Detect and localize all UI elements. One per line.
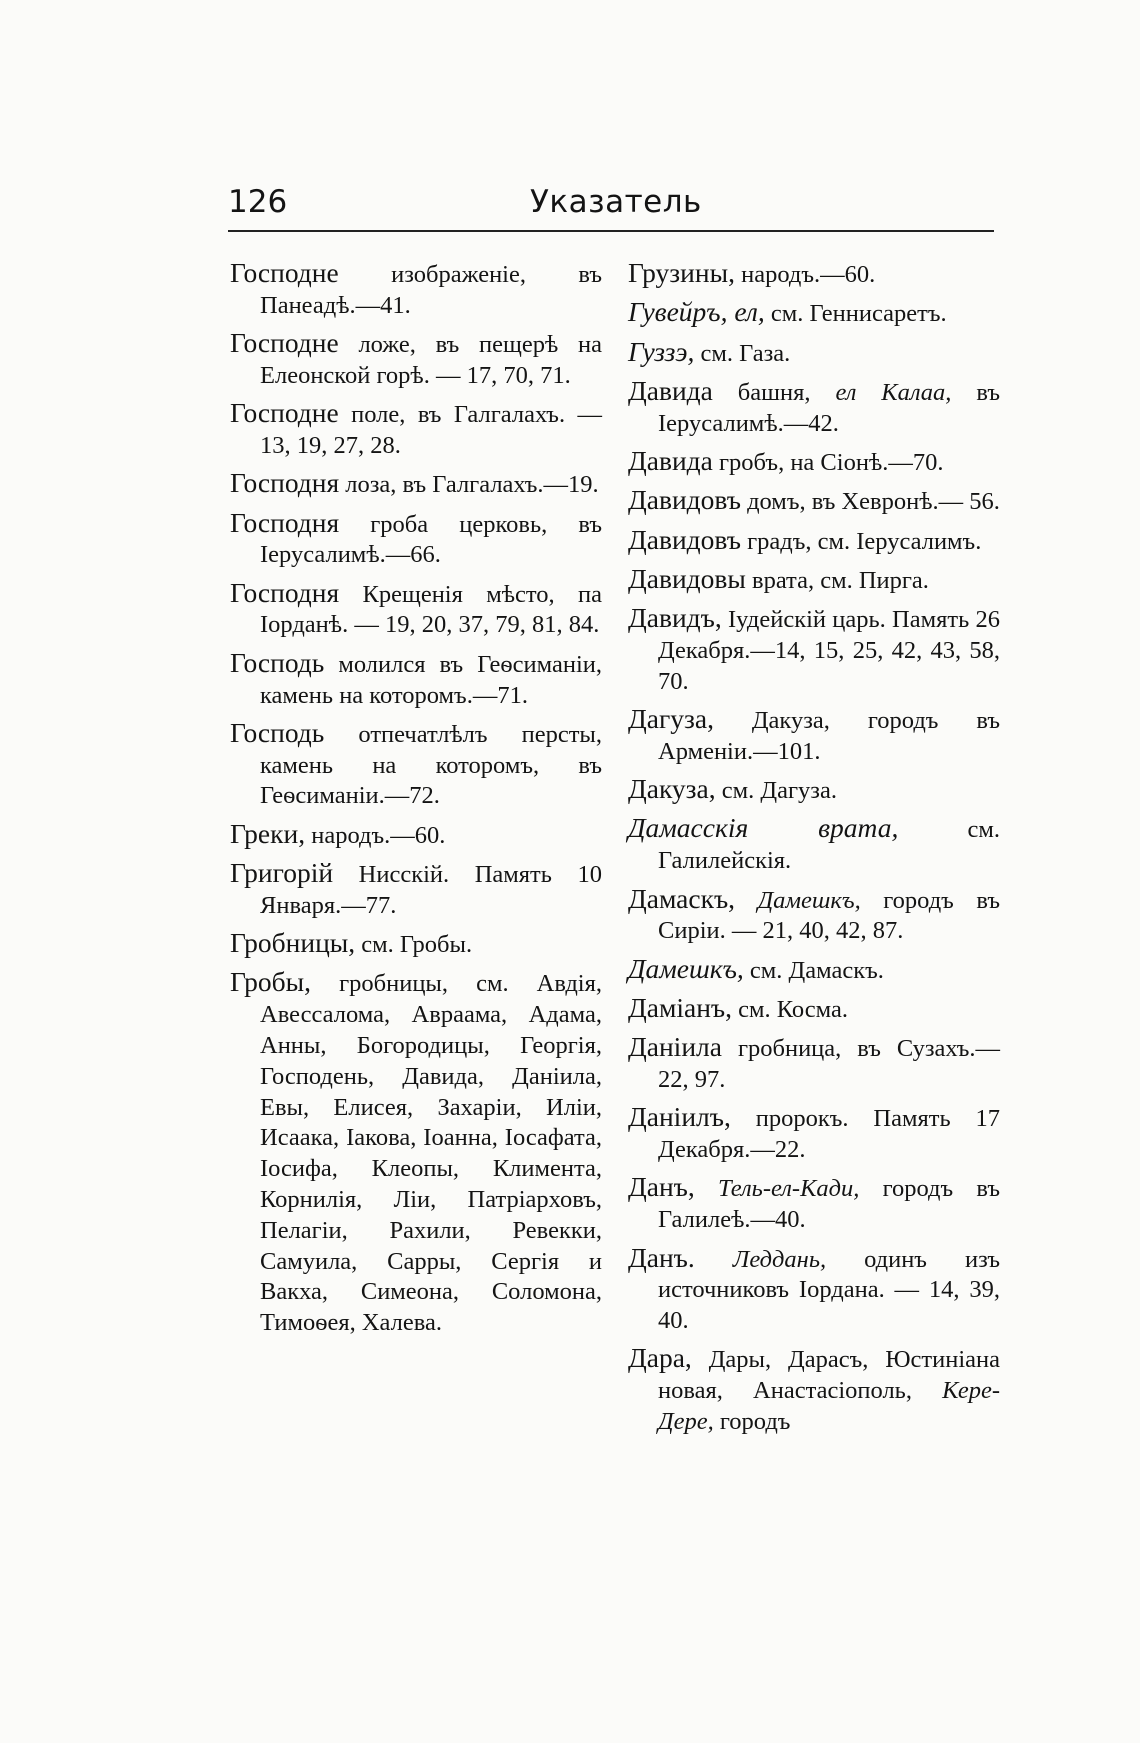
entry-text: Крещенія мѣсто, па Іорданѣ. — 19, 20, 37, 79, 81, 84.: [260, 580, 602, 639]
entry-head: Господня: [230, 506, 340, 538]
index-entry: [230, 718, 602, 812]
entry-head: Дамасскія врата,: [628, 812, 899, 844]
entry-head: Дамешкъ,: [628, 952, 744, 984]
entry-head: Гробы,: [230, 966, 312, 998]
index-entry: [230, 508, 602, 572]
entry-italic-name: Кере-Дере,: [658, 1377, 1000, 1435]
index-entry: [230, 578, 602, 642]
entry-text: см. Галилейскія.: [658, 816, 1000, 875]
entry-text: гробницы, см. Авдія, Авессалома, Авраама, Адама, Анны, Богородицы, Георгія, Господень, Давида, Даніила, Евы, Елисея, Захаріи, Иліи, Исаака, Іакова, Іоанна, Іосафата, Іосифа, Клеопы, Климента, Корнилія, Ліи, Патріарховъ, Пелагіи, Рахили, Ревекки, Самуила, Сарры, Сергія и Вакха, Симеона, Соломона, Тимоѳея, Халева.: [260, 970, 602, 1337]
index-entry: [628, 1172, 1000, 1236]
entry-italic-name: Тель-ел-Кади,: [717, 1175, 860, 1203]
entry-text: молился въ Геѳсиманіи, камень на которомъ.—71.: [260, 650, 602, 709]
entry-text: гробъ, на Сіонѣ.—70.: [712, 448, 944, 476]
entry-text-after: городъ: [713, 1408, 791, 1435]
index-entry: [628, 704, 1000, 768]
page-number: 126: [228, 184, 288, 220]
entry-head: Давидовы: [628, 562, 746, 594]
index-entry: [628, 1102, 1000, 1166]
entry-head: Греки,: [230, 817, 306, 849]
index-entry: [628, 297, 1000, 330]
index-entry: [230, 648, 602, 712]
entry-head: Господь: [230, 646, 325, 678]
entry-text-after: городъ въ Сиріи. — 21, 40, 42, 87.: [658, 886, 1000, 945]
entry-text: поле, въ Галгалахъ. —13, 19, 27, 28.: [260, 401, 602, 459]
entry-text: [695, 1175, 718, 1202]
entry-text: ложе, въ пещерѣ на Елеонской горѣ. — 17, 70, 71.: [260, 331, 602, 389]
index-entry: [230, 468, 602, 501]
entry-head: Господня: [230, 467, 340, 499]
entry-head: Грузины,: [628, 257, 735, 288]
entry-text: см. Гробы.: [355, 931, 473, 959]
right-column: [628, 258, 1000, 1444]
entry-italic-name: Дамешкъ,: [757, 886, 861, 914]
index-entry: [628, 1032, 1000, 1096]
index-entry: [628, 813, 1000, 877]
entry-head: Дакуза,: [628, 773, 716, 805]
entry-text: народъ.—60.: [734, 261, 876, 288]
entry-head: Давида: [628, 444, 713, 476]
entry-head: Гробницы,: [230, 927, 356, 959]
entry-text: см. Дамаскъ.: [743, 956, 884, 984]
entry-head: Давидовъ: [628, 484, 741, 516]
entry-head: Даніила: [628, 1031, 722, 1063]
entry-text: гроба церковь, въ Іерусалимѣ.—66.: [260, 510, 602, 569]
entry-head: Давидовъ: [628, 523, 741, 555]
entry-head: Господня: [230, 576, 340, 608]
entry-text: Дары, Дарасъ, Юстиніана новая, Анастасіополь,: [658, 1346, 1000, 1405]
entry-head: Дара,: [628, 1342, 692, 1374]
left-column: [230, 258, 602, 1346]
index-entry: [628, 1243, 1000, 1337]
entry-head: Данъ.: [628, 1241, 695, 1273]
entry-text: башня,: [712, 378, 836, 406]
entry-head: Господне: [230, 397, 339, 429]
entry-text: см. Геннисаретъ.: [764, 300, 947, 328]
index-entry: [628, 446, 1000, 479]
entry-italic-name: ел Калаа,: [835, 378, 952, 406]
entry-text: градъ, см. Іерусалимъ.: [740, 527, 982, 555]
entry-head: Данъ,: [628, 1171, 695, 1203]
entry-head: Гувейръ, ел,: [628, 296, 765, 328]
index-entry: [628, 564, 1000, 597]
index-entry: [230, 819, 602, 852]
entry-text: Нисскій. Память 10 Января.—77.: [260, 861, 602, 919]
entry-text: врата, см. Пирга.: [745, 566, 929, 594]
entry-text: домъ, въ Хевронѣ.— 56.: [740, 488, 1000, 516]
entry-text: гробница, въ Сузахъ.—22, 97.: [658, 1035, 1000, 1094]
entry-head: Господне: [230, 257, 339, 288]
index-entry: [628, 525, 1000, 558]
entry-text: народъ.—60.: [305, 821, 446, 849]
entry-head: Даніилъ,: [628, 1101, 731, 1133]
index-entry: [628, 1343, 1000, 1437]
index-entry: [230, 328, 602, 392]
index-entry: [230, 967, 602, 1339]
index-entry: [628, 337, 1000, 370]
index-entry: [628, 774, 1000, 807]
index-entry: [628, 485, 1000, 518]
header-rule: [228, 230, 994, 232]
index-entry: [230, 398, 602, 462]
entry-text: изображеніе, въ Панеадѣ.—41.: [260, 261, 602, 319]
entry-head: Даміанъ,: [628, 991, 733, 1023]
entry-text: см. Дагуза.: [715, 777, 837, 805]
index-entry: [628, 258, 1000, 291]
entry-head: Дамаскъ,: [628, 882, 736, 914]
entry-head: Гуззэ,: [628, 335, 695, 367]
running-title: Указатель: [530, 184, 702, 220]
entry-text-after: одинъ изъ источниковъ Іордана. — 14, 39, 40.: [658, 1245, 1000, 1335]
entry-text: [695, 1246, 733, 1273]
entry-head: Господь: [230, 716, 325, 748]
index-entry: [230, 928, 602, 961]
entry-italic-name: Леддань,: [732, 1245, 827, 1273]
index-entry: [628, 993, 1000, 1026]
entry-head: Григорій: [230, 857, 334, 889]
entry-text: Іудейскій царь. Память 26 Декабря.—14, 15, 25, 42, 43, 58, 70.: [658, 606, 1000, 695]
entry-text-after: въ Іерусалимѣ.—42.: [658, 378, 1000, 437]
index-entry: [628, 603, 1000, 697]
entry-head: Давидъ,: [628, 602, 722, 634]
entry-text: Дакуза, городъ въ Арменіи.—101.: [658, 707, 1000, 765]
entry-text: [735, 887, 758, 914]
entry-text: лоза, въ Галгалахъ.—19.: [339, 471, 599, 499]
entry-text-after: городъ въ Галилеѣ.—40.: [658, 1175, 1001, 1234]
entry-head: Дагуза,: [628, 703, 714, 735]
index-entry: [230, 858, 602, 922]
index-entry: [230, 258, 602, 322]
index-entry: [628, 376, 1000, 440]
index-entry: [628, 954, 1000, 987]
entry-text: см. Газа.: [694, 339, 791, 367]
entry-head: Давида: [628, 374, 713, 406]
entry-text: отпечатлѣлъ персты, камень на которомъ, въ Геѳсиманіи.—72.: [260, 720, 602, 810]
page-header: [228, 182, 994, 228]
index-entry: [628, 884, 1000, 948]
entry-text: см. Косма.: [732, 995, 848, 1023]
entry-text: пророкъ. Память 17 Декабря.—22.: [658, 1105, 1000, 1164]
entry-head: Господне: [230, 327, 339, 359]
